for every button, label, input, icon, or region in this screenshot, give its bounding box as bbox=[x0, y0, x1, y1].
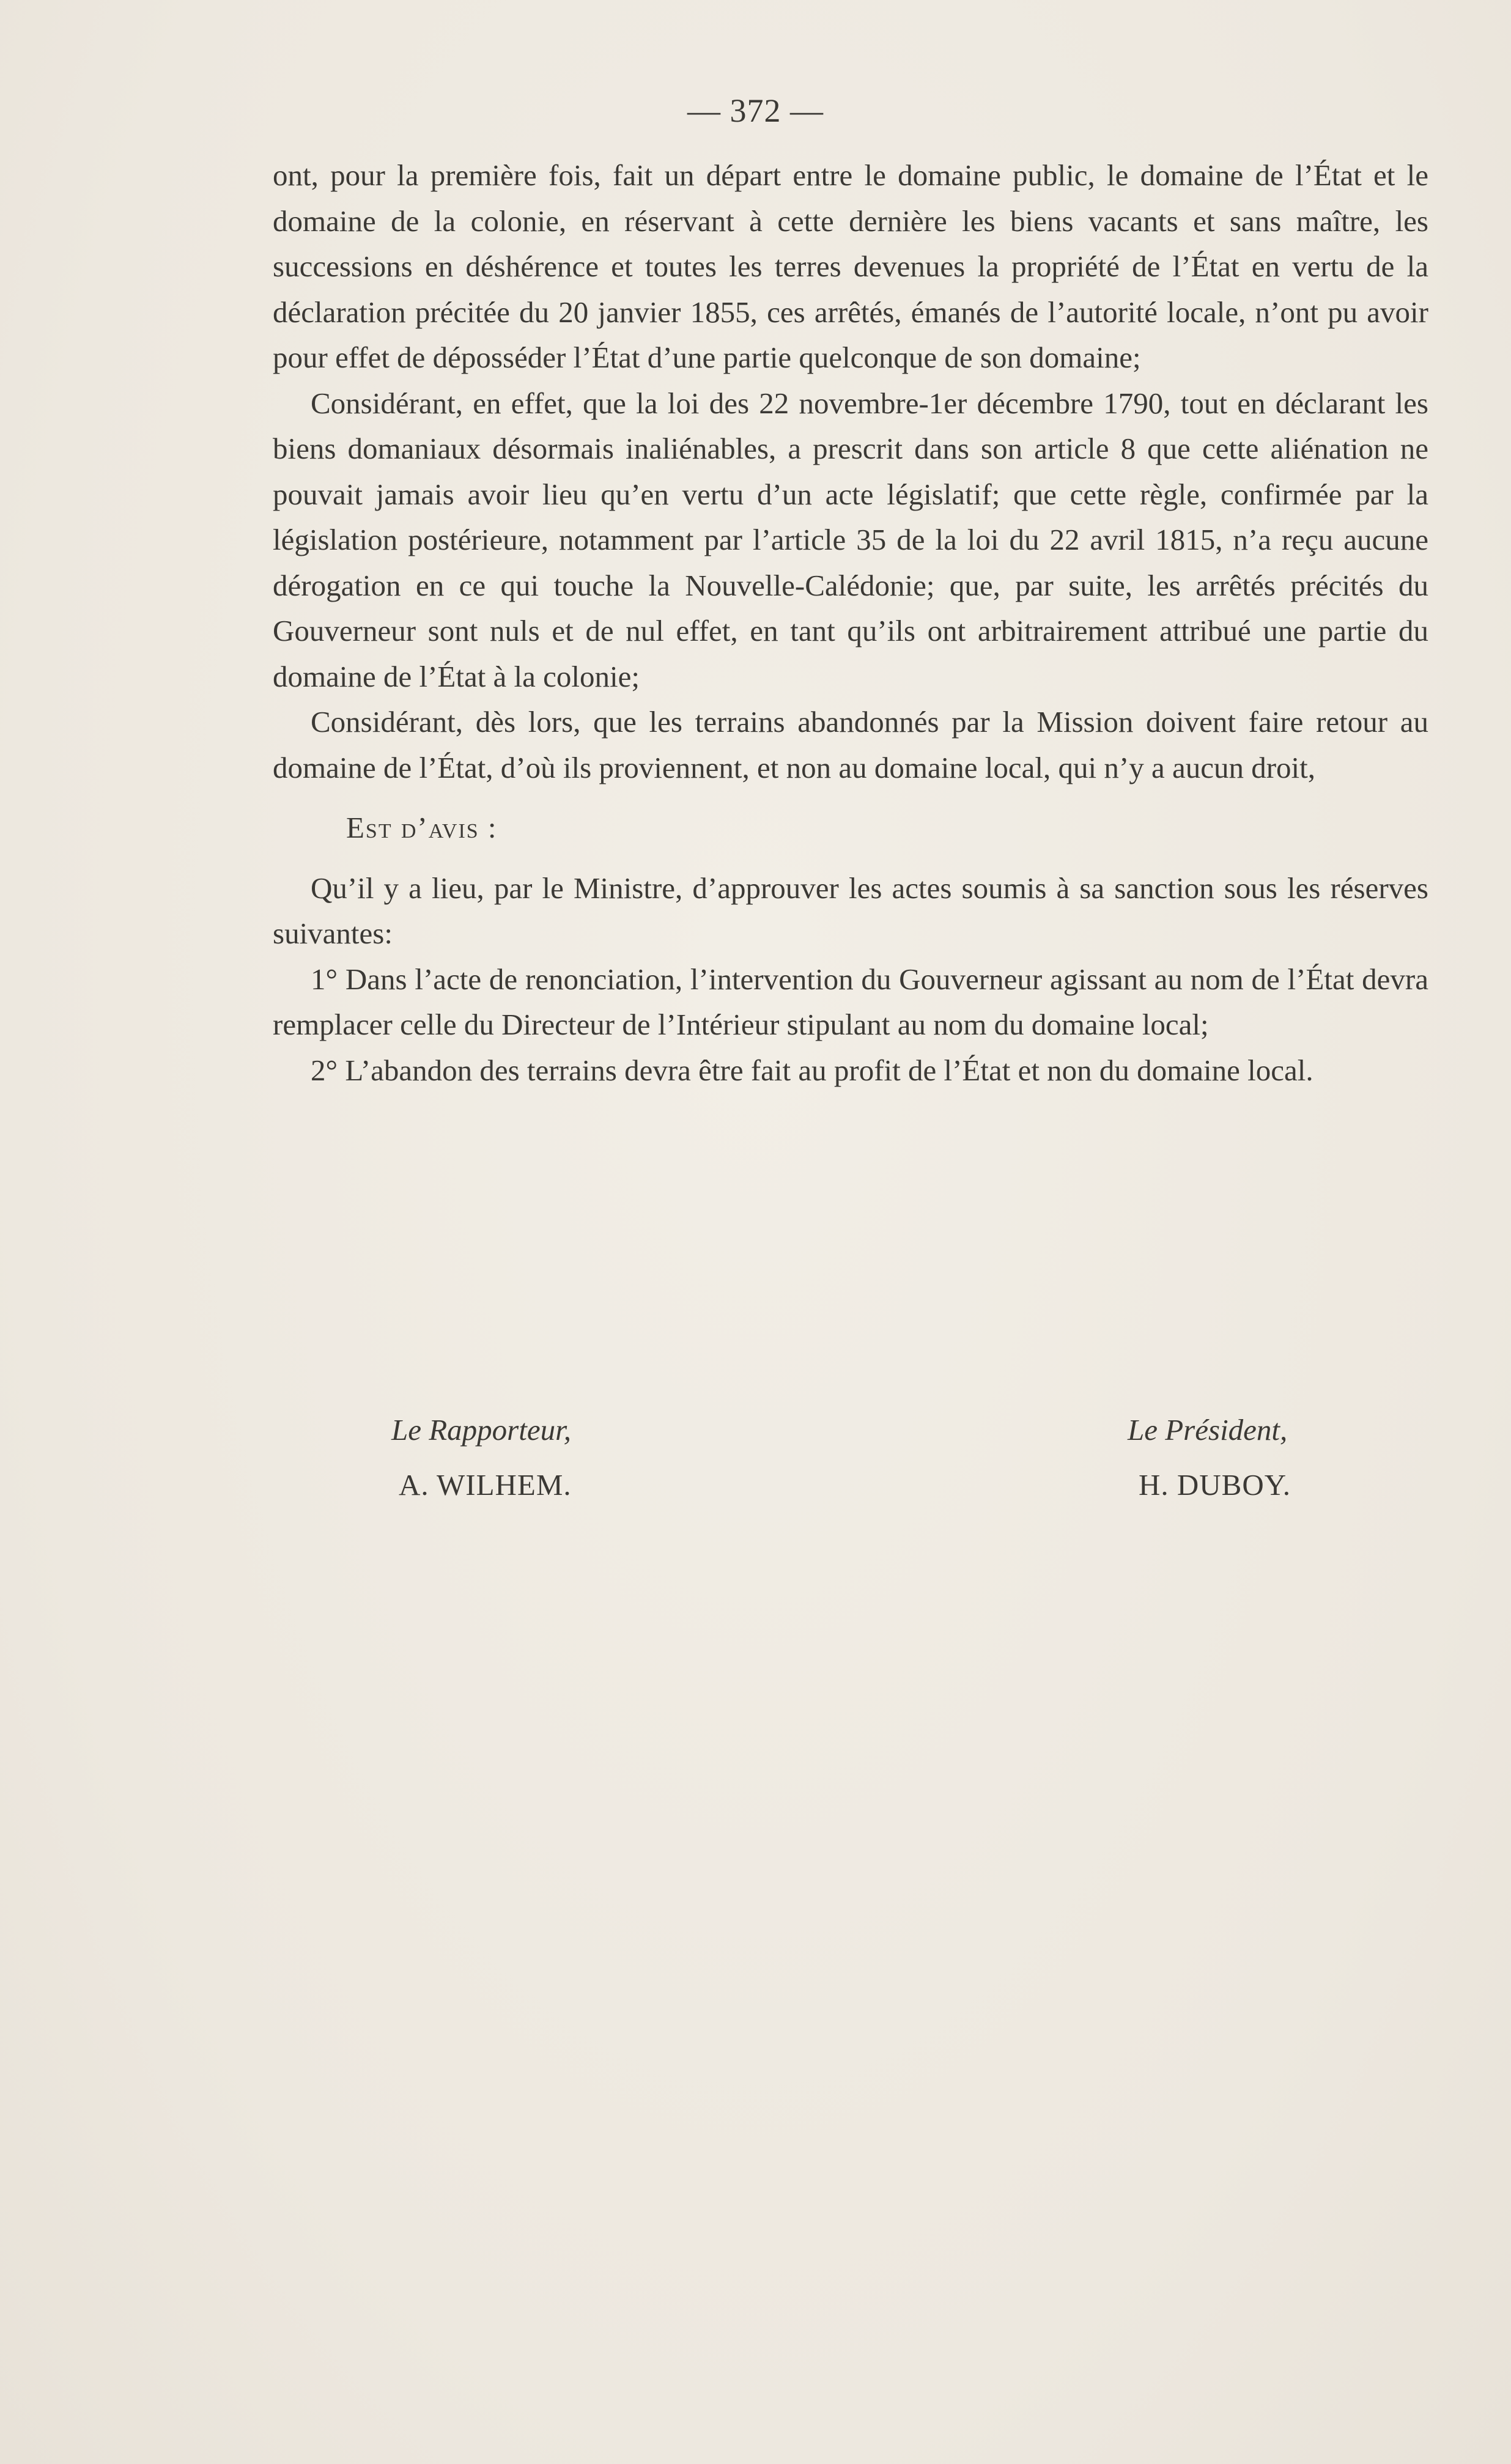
body-text bbox=[273, 153, 1428, 1093]
paragraph-avis-intro: Qu’il y a lieu, par le Ministre, d’approuver les actes soumis à sa sanction sous les réserves suivantes: bbox=[273, 871, 1428, 950]
signature-president bbox=[1128, 1412, 1291, 1502]
paragraph-reserve-1: 1° Dans l’acte de renonciation, l’intervention du Gouverneur agissant au nom de l’État devra remplacer celle du Directeur de l’Intérieur stipulant au nom du domaine local; bbox=[273, 962, 1428, 1041]
avis-heading: Est d’avis : bbox=[346, 811, 498, 844]
paragraph-considerant-1: Considérant, en effet, que la loi des 22 novembre-1er décembre 1790, tout en déclarant les biens domaniaux désormais inaliénables, a prescrit dans son article 8 que cette aliénation ne pouvait jamais avoir lieu qu’en vertu d’un acte législatif; que cette règle, confirmée par la législation postérieure, notamment par l’article 35 de la loi du 22 avril 1815, n’a reçu aucune dérogation en ce qui touche la Nouvelle-Calédonie; que, par suite, les arrêtés précités du Gouverneur sont nuls et de nul effet, en tant qu’ils ont arbitrairement attribué une partie du domaine de l’État à la colonie; bbox=[273, 386, 1428, 693]
president-title: Le Président, bbox=[1128, 1413, 1288, 1447]
page-number: — 372 — bbox=[687, 92, 824, 129]
paragraph-reserve-2: 2° L’abandon des terrains devra être fait au profit de l’État et non du domaine local. bbox=[311, 1053, 1313, 1087]
president-name: H. DUBOY. bbox=[1139, 1468, 1291, 1502]
signature-rapporteur bbox=[391, 1412, 572, 1502]
rapporteur-title: Le Rapporteur, bbox=[391, 1413, 571, 1447]
paragraph-continuation: ont, pour la première fois, fait un départ entre le domaine public, le domaine de l’État et le domaine de la colonie, en réservant à cette dernière les biens vacants et sans maître, les successions en déshérence et toutes les terres devenues la propriété de l’État en vertu de la déclaration précitée du 20 janvier 1855, ces arrêtés, émanés de l’autorité locale, n’ont pu avoir pour effet de déposséder l’État d’une partie quelconque de son domaine; bbox=[273, 158, 1428, 374]
paragraph-considerant-2: Considérant, dès lors, que les terrains abandonnés par la Mission doivent faire retour au domaine de l’État, d’où ils proviennent, et non au domaine local, qui n’y a aucun droit, bbox=[273, 705, 1428, 784]
rapporteur-name: A. WILHEM. bbox=[399, 1468, 572, 1502]
